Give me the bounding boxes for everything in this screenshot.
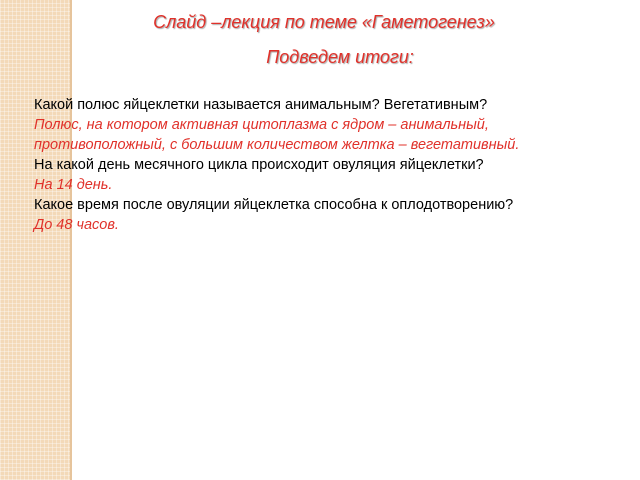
- slide-title: Слайд –лекция по теме «Гаметогенез»: [153, 12, 495, 32]
- question-1: Какой полюс яйцеклетки называется анимальным? Вегетативным?: [34, 97, 488, 113]
- answer-3: До 48 часов.: [34, 217, 119, 233]
- answer-1-line-1: Полюс, на котором активная цитоплазма с ядром – анимальный,: [34, 117, 489, 133]
- slide-content: [34, 95, 624, 235]
- stripe-divider: [70, 0, 72, 480]
- answer-2: На 14 день.: [34, 177, 113, 193]
- question-3: Какое время после овуляции яйцеклетка способна к оплодотворению?: [34, 197, 514, 213]
- decorative-side-stripe: [0, 0, 70, 480]
- slide-subtitle: Подведем итоги:: [266, 47, 414, 67]
- answer-1-line-2: противоположный, с большим количеством желтка – вегетативный.: [34, 137, 520, 153]
- question-2: На какой день месячного цикла происходит овуляция яйцеклетки?: [34, 157, 484, 173]
